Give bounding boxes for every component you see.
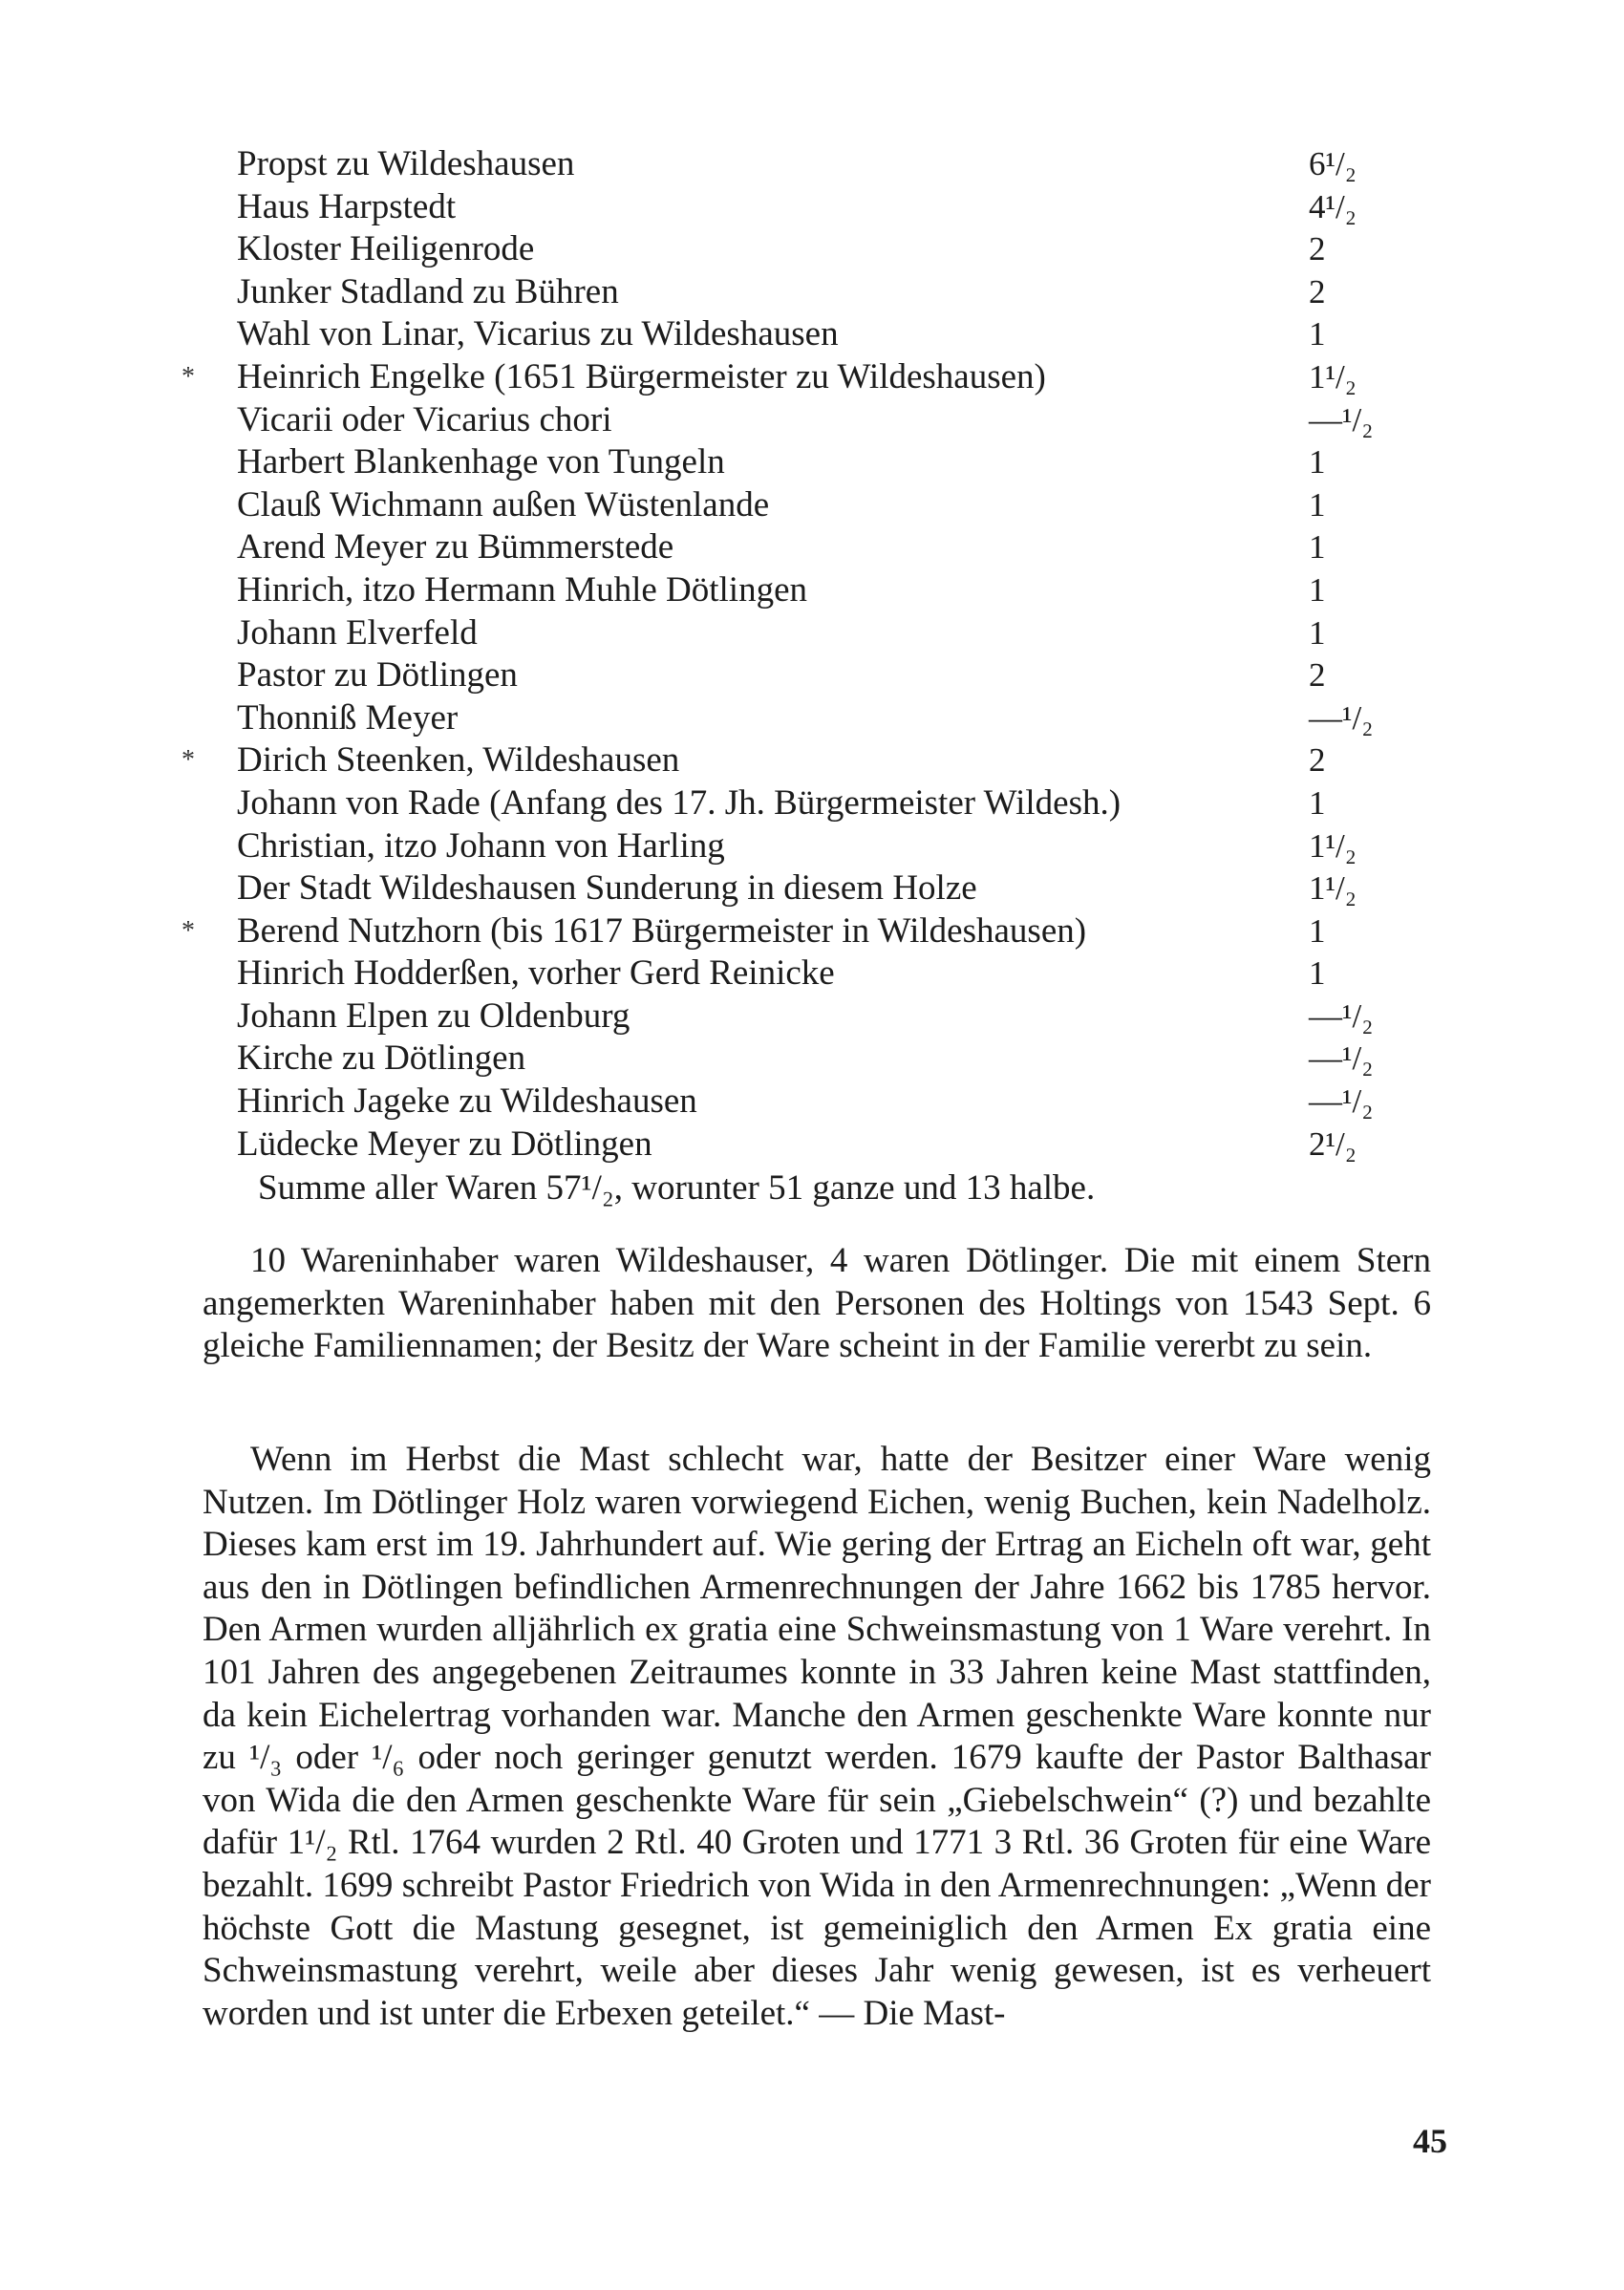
list-item xyxy=(182,484,1400,527)
holder-name: Johann von Rade (Anfang des 17. Jh. Bürgermeister Wildesh.) xyxy=(237,782,1122,823)
holder-name: Der Stadt Wildeshausen Sunderung in diesem Holze xyxy=(237,868,977,909)
list-item xyxy=(182,569,1400,612)
body-paragraph: Wenn im Herbst die Mast schlecht war, hatte der Besitzer einer Ware wenig Nutzen. Im Dötlinger Holz waren vorwiegend Eichen, wenig Buchen, kein Nadelholz. Dieses kam erst im 19. Jahrhundert auf. Wie gering der Ertrag an Eicheln oft war, geht aus den in Dötlingen befindlichen Armenrechnungen der Jahre 1662 bis 1785 hervor. Den Armen wurden alljährlich ex gratia eine Schweinsmastung von 1 Ware verehrt. In 101 Jahren des angegebenen Zeitraumes konnte in 33 Jahren keine Mast stattfinden, da kein Eichelertrag vorhanden war. Manche den Armen geschenkte Ware konnte nur zu ¹/₃ oder ¹/₆ oder noch geringer genutzt werden. 1679 kaufte der Pastor Balthasar von Wida die den Armen geschenkte Ware für sein „Giebelschwein“ (?) und bezahlte dafür 1¹/₂ Rtl. 1764 wurden 2 Rtl. 40 Groten und 1771 3 Rtl. 36 Groten für eine Ware bezahlt. 1699 schreibt Pastor Friedrich von Wida in den Armenrechnungen: „Wenn der höchste Gott die Mastung gesegnet, ist gemeiniglich den Armen Ex gratia eine Schweinsmastung verehrt, weile aber dieses Jahr wenig gewesen, ist es verheuert worden und ist unter die Erbexen geteilet.“ — Die Mast- xyxy=(203,1440,1431,2033)
ware-count: —¹/₂ xyxy=(1309,1039,1374,1078)
holder-name: Thonniß Meyer xyxy=(237,697,459,738)
holder-name: Dirich Steenken, Wildeshausen xyxy=(237,740,680,781)
list-item xyxy=(182,441,1400,484)
list-item xyxy=(182,271,1400,314)
star-marker: * xyxy=(182,361,195,392)
holder-name: Johann Elpen zu Oldenburg xyxy=(237,995,630,1036)
ware-count: 1¹/₂ xyxy=(1309,869,1357,908)
list-item xyxy=(182,526,1400,569)
list-item xyxy=(182,910,1400,953)
holder-name: Hinrich Jageke zu Wildeshausen xyxy=(237,1081,697,1122)
ware-count: 1 xyxy=(1309,485,1326,524)
holder-name: Haus Harpstedt xyxy=(237,186,457,226)
list-item xyxy=(182,1081,1400,1124)
holder-name: Heinrich Engelke (1651 Bürgermeister zu Wildeshausen) xyxy=(237,356,1046,396)
list-item xyxy=(182,228,1400,271)
holder-name: Hinrich Hodderßen, vorher Gerd Reinicke xyxy=(237,953,835,994)
list-item xyxy=(182,356,1400,399)
ware-count: 2¹/₂ xyxy=(1309,1124,1357,1163)
ware-count: 1¹/₂ xyxy=(1309,357,1357,396)
list-item xyxy=(182,952,1400,995)
ware-count: 1¹/₂ xyxy=(1309,826,1357,865)
holder-name: Hinrich, itzo Hermann Muhle Dötlingen xyxy=(237,569,808,610)
holder-name: Lüdecke Meyer zu Dötlingen xyxy=(237,1124,652,1164)
ware-count: 2 xyxy=(1309,230,1326,268)
ware-count: 1 xyxy=(1309,613,1326,652)
list-item xyxy=(182,739,1400,782)
ware-count: 1 xyxy=(1309,954,1326,993)
list-item xyxy=(182,697,1400,740)
holder-name: Wahl von Linar, Vicarius zu Wildeshausen xyxy=(237,314,839,354)
list-item xyxy=(182,399,1400,442)
ware-count: —¹/₂ xyxy=(1309,698,1374,737)
star-marker: * xyxy=(182,745,195,776)
list-item xyxy=(182,995,1400,1038)
total-summary: Summe aller Waren 57¹/₂, worunter 51 ganze und 13 halbe. xyxy=(258,1168,1096,1208)
ware-count: 1 xyxy=(1309,315,1326,353)
ware-count: 2 xyxy=(1309,656,1326,695)
star-marker: * xyxy=(182,915,195,946)
list-item xyxy=(182,313,1400,356)
list-item xyxy=(182,143,1400,186)
list-item xyxy=(182,1124,1400,1166)
holder-name: Johann Elverfeld xyxy=(237,612,478,653)
ware-count: 1 xyxy=(1309,443,1326,482)
holder-name: Pastor zu Dötlingen xyxy=(237,655,518,696)
list-item xyxy=(182,867,1400,910)
holder-name: Harbert Blankenhage von Tungeln xyxy=(237,442,725,482)
ware-count: 1 xyxy=(1309,570,1326,609)
list-item xyxy=(182,782,1400,825)
ware-count: 1 xyxy=(1309,911,1326,950)
ware-count: 1 xyxy=(1309,528,1326,567)
holder-name: Junker Stadland zu Bühren xyxy=(237,271,619,311)
ware-count: 4¹/₂ xyxy=(1309,187,1357,225)
ware-count: —¹/₂ xyxy=(1309,1082,1374,1121)
ware-holders-list xyxy=(182,143,1400,1166)
list-item xyxy=(182,1038,1400,1081)
ware-count: —¹/₂ xyxy=(1309,400,1374,439)
list-item xyxy=(182,654,1400,697)
holder-name: Christian, itzo Johann von Harling xyxy=(237,825,725,866)
page-number: 45 xyxy=(1413,2122,1447,2160)
ware-count: —¹/₂ xyxy=(1309,996,1374,1035)
list-item xyxy=(182,186,1400,229)
list-item xyxy=(182,825,1400,868)
holder-name: Clauß Wichmann außen Wüstenlande xyxy=(237,484,770,524)
ware-count: 1 xyxy=(1309,783,1326,822)
holder-name: Arend Meyer zu Bümmerstede xyxy=(237,527,674,567)
holder-name: Berend Nutzhorn (bis 1617 Bürgermeister in Wildeshausen) xyxy=(237,910,1087,951)
list-item xyxy=(182,612,1400,655)
holder-name: Propst zu Wildeshausen xyxy=(237,144,575,183)
ware-count: 2 xyxy=(1309,741,1326,780)
holder-name: Kloster Heiligenrode xyxy=(237,229,535,269)
body-paragraph: 10 Wareninhaber waren Wildeshauser, 4 waren Dötlinger. Die mit einem Stern angemerkten Wareninhaber haben mit den Personen des Holtings von 1543 Sept. 6 gleiche Familiennamen; der Besitz der Ware scheint in der Familie vererbt zu sein. xyxy=(203,1241,1431,1366)
ware-count: 6¹/₂ xyxy=(1309,145,1357,182)
ware-count: 2 xyxy=(1309,272,1326,310)
holder-name: Kirche zu Dötlingen xyxy=(237,1038,526,1079)
holder-name: Vicarii oder Vicarius chori xyxy=(237,399,612,439)
